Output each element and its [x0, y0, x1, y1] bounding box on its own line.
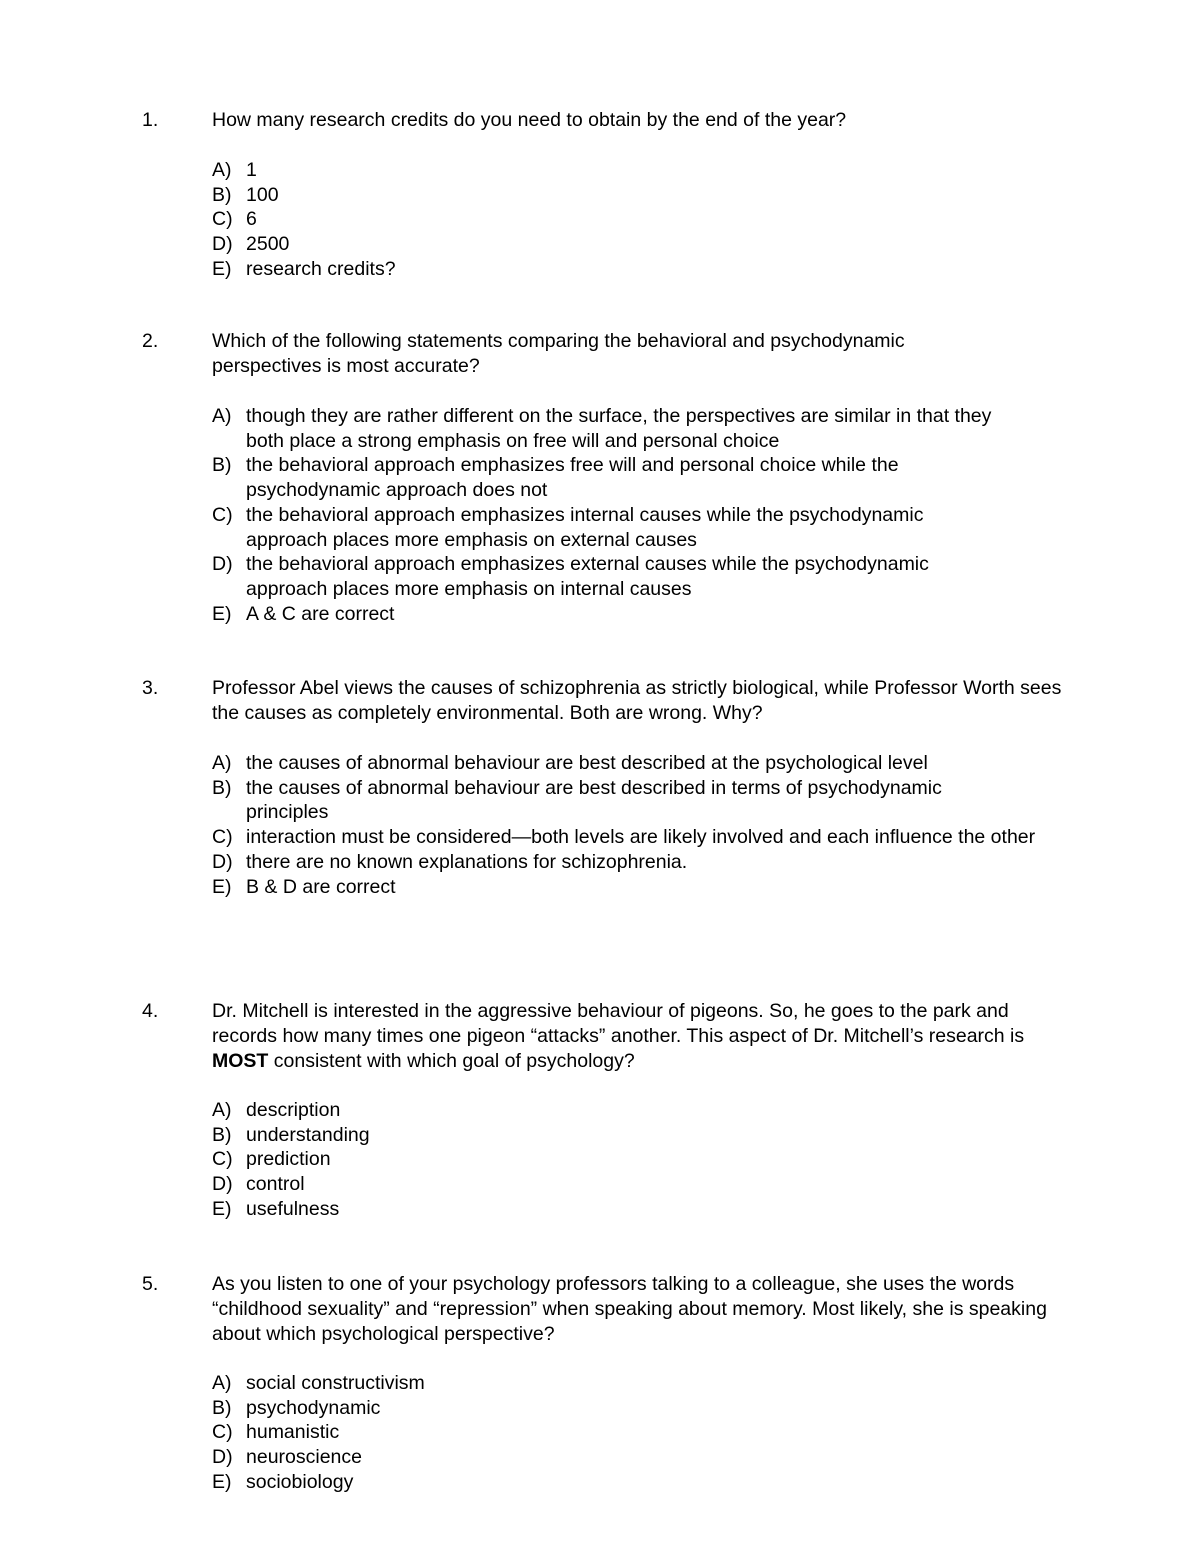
option-text: B & D are correct	[246, 875, 396, 898]
option-letter: B)	[212, 1123, 232, 1146]
option-letter: D)	[212, 553, 233, 576]
option-letter: C)	[212, 826, 233, 849]
question-number: 3.	[142, 677, 159, 699]
question-text	[212, 999, 1072, 1074]
answer-option	[212, 602, 1002, 627]
answer-option	[212, 1123, 1092, 1148]
option-letter: B)	[212, 454, 232, 477]
question-number: 5.	[142, 1273, 159, 1295]
option-text: A & C are correct	[246, 602, 395, 625]
option-letter: E)	[212, 602, 232, 625]
answer-option	[212, 1396, 1092, 1421]
answer-option	[212, 850, 1042, 875]
option-text: the behavioral approach emphasizes free will and personal choice while the psychodynamic approach does not	[246, 454, 899, 502]
option-letter: C)	[212, 208, 233, 231]
option-letter: E)	[212, 875, 232, 898]
question-emphasis: MOST	[212, 1050, 269, 1072]
question-text-part: Dr. Mitchell is interested in the aggressive behaviour of pigeons. So, he goes to the park and records how many times one pigeon “attacks” another. This aspect of Dr. Mitchell’s research is	[212, 1000, 1025, 1047]
option-text: 2500	[246, 233, 290, 256]
option-letter: D)	[212, 1446, 233, 1469]
option-text: humanistic	[246, 1421, 340, 1444]
option-text: usefulness	[246, 1197, 340, 1220]
answer-option	[212, 875, 1042, 900]
answer-options	[212, 751, 1042, 899]
option-letter: A)	[212, 752, 232, 774]
option-text: the causes of abnormal behaviour are best described in terms of psychodynamic principles	[246, 776, 942, 824]
option-letter: A)	[212, 159, 232, 181]
answer-option	[212, 404, 1002, 453]
option-letter: C)	[212, 1148, 233, 1171]
option-text: description	[246, 1099, 341, 1121]
option-text: though they are rather different on the surface, the perspectives are similar in that they both place a strong emphasis on free will and personal choice	[246, 405, 992, 452]
option-letter: A)	[212, 1099, 232, 1121]
option-text: research credits?	[246, 257, 396, 280]
answer-option	[212, 1098, 1092, 1123]
answer-option	[212, 257, 1092, 282]
answer-option	[212, 1197, 1092, 1222]
option-text: understanding	[246, 1123, 370, 1146]
option-letter: D)	[212, 850, 233, 873]
option-letter: E)	[212, 1197, 232, 1220]
option-letter: A)	[212, 1372, 232, 1394]
option-text: the behavioral approach emphasizes internal causes while the psychodynamic approach places more emphasis on external causes	[246, 503, 924, 551]
answer-option	[212, 1420, 1092, 1445]
answer-option	[212, 232, 1092, 257]
answer-options	[212, 404, 1002, 626]
answer-options	[212, 1098, 1092, 1222]
option-text: control	[246, 1173, 305, 1196]
question-text: As you listen to one of your psychology professors talking to a colleague, she uses the words “childhood sexuality” and “repression” when speaking about memory. Most likely, she is speaking about which psychological perspective?	[212, 1273, 1047, 1345]
option-letter: C)	[212, 503, 233, 526]
option-letter: B)	[212, 1396, 232, 1419]
option-letter: D)	[212, 1173, 233, 1196]
option-text: prediction	[246, 1148, 331, 1171]
answer-option	[212, 1445, 1092, 1470]
option-text: there are no known explanations for schizophrenia.	[246, 850, 688, 873]
option-text: 100	[246, 183, 279, 206]
answer-option	[212, 1172, 1092, 1197]
question-number: 4.	[142, 1000, 159, 1022]
option-text: 1	[246, 159, 257, 181]
option-text: the causes of abnormal behaviour are best described at the psychological level	[246, 752, 928, 774]
option-text: 6	[246, 208, 257, 231]
answer-option	[212, 1470, 1092, 1495]
answer-option	[212, 1147, 1092, 1172]
option-text: social constructivism	[246, 1372, 425, 1394]
option-letter: E)	[212, 257, 232, 280]
option-letter: B)	[212, 183, 232, 206]
question-text: How many research credits do you need to obtain by the end of the year?	[212, 109, 847, 131]
question-text-part: consistent with which goal of psychology?	[268, 1050, 635, 1072]
question-text: Professor Abel views the causes of schizophrenia as strictly biological, while Professor Worth sees the causes as completely environmental. Both are wrong. Why?	[212, 677, 1062, 724]
answer-option	[212, 552, 1002, 601]
option-letter: A)	[212, 405, 232, 427]
option-text: interaction must be considered—both levels are likely involved and each influence the other	[246, 826, 1036, 849]
option-letter: C)	[212, 1421, 233, 1444]
option-letter: B)	[212, 776, 232, 799]
answer-option	[212, 825, 1042, 850]
answer-option	[212, 207, 1092, 232]
option-text: psychodynamic	[246, 1396, 381, 1419]
answer-option	[212, 1371, 1092, 1396]
option-letter: D)	[212, 233, 233, 256]
question-text: Which of the following statements comparing the behavioral and psychodynamic perspectives is most accurate?	[212, 330, 905, 377]
answer-option	[212, 776, 966, 825]
answer-option	[212, 503, 1002, 552]
answer-options	[212, 158, 1092, 282]
option-text: neuroscience	[246, 1446, 362, 1469]
answer-option	[212, 183, 1092, 208]
option-text: the behavioral approach emphasizes external causes while the psychodynamic approach places more emphasis on internal causes	[246, 553, 929, 600]
answer-options	[212, 1371, 1092, 1495]
option-letter: E)	[212, 1470, 232, 1493]
answer-option	[212, 158, 1092, 183]
option-text: sociobiology	[246, 1470, 354, 1493]
answer-option	[212, 751, 966, 776]
question-number: 1.	[142, 109, 159, 131]
question-number: 2.	[142, 330, 159, 352]
answer-option	[212, 453, 1002, 502]
